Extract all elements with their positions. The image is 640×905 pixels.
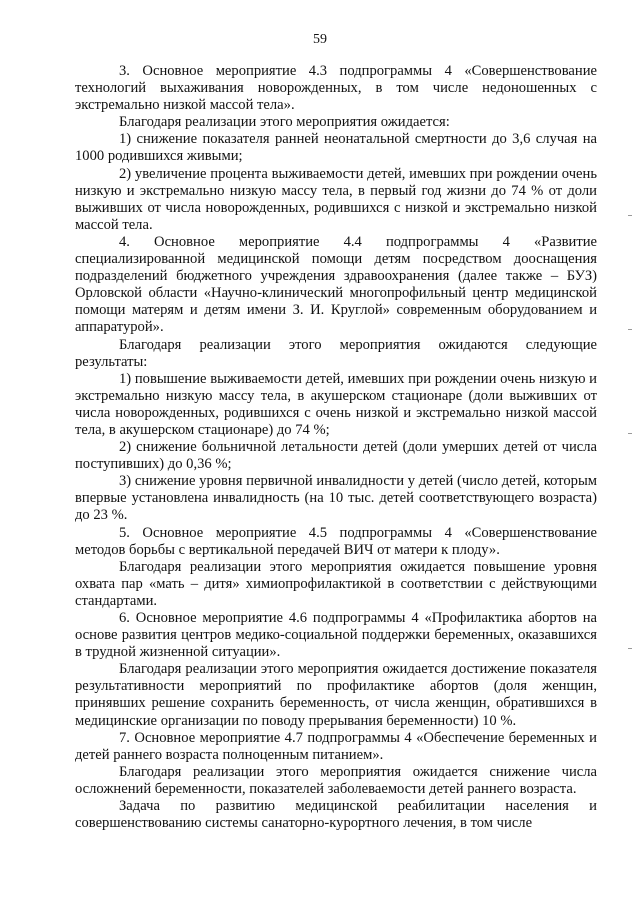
paragraph-nutrition-outcome: Благодаря реализации этого мероприятия ожидается снижение числа осложнений беременности, показателей заболеваемости детей раннего возраста. (75, 763, 597, 797)
page-number: 59 (313, 32, 327, 47)
paragraph-expected-results: Благодаря реализации этого мероприятия ожидаются следующие результаты: (75, 336, 597, 370)
scan-mark (628, 433, 632, 434)
paragraph-hiv-coverage: Благодаря реализации этого мероприятия ожидается повышение уровня охвата пар «мать – дитя» химиопрофилактикой в соответствии с действующими стандартами. (75, 558, 597, 609)
scan-mark (628, 329, 632, 330)
paragraph-rehabilitation-task: Задача по развитию медицинской реабилитации населения и совершенствованию системы санаторно-курортного лечения, в том числе (75, 798, 597, 832)
paragraph-measure-4-4: 4. Основное мероприятие 4.4 подпрограммы 4 «Развитие специализированной медицинской помощи детям посредством дооснащения подразделений бюджетного учреждения здравоохранения (далее также – БУЗ) Орловской области «Научно-клинический многопрофильный центр медицинской помощи матерям и детям имени З. И. Круглой» современным оборудованием и аппаратурой». (75, 233, 597, 336)
paragraph-measure-4-5: 5. Основное мероприятие 4.5 подпрограммы 4 «Совершенствование методов борьбы с вертикальной передачей ВИЧ от матери к плоду». (75, 524, 597, 558)
paragraph-expected-intro: Благодаря реализации этого мероприятия ожидается: (119, 114, 450, 131)
scan-mark (628, 648, 632, 649)
document-body (75, 63, 597, 832)
paragraph-measure-4-6: 6. Основное мероприятие 4.6 подпрограммы 4 «Профилактика абортов на основе развития центров медико-социальной поддержки беременных, оказавшихся в трудной жизненной ситуации». (75, 610, 597, 661)
list-item-neonatal-mortality: 1) снижение показателя ранней неонатальной смертности до 3,6 случая на 1000 родившихся живыми; (75, 131, 597, 165)
list-item-survival-rate: 2) увеличение процента выживаемости детей, имевших при рождении очень низкую и экстремально низкую массу тела, в первый год жизни до 74 % от доли выживших от числа новорожденных, родившихся с низкой и экстремально низкой массой тела. (75, 165, 597, 233)
paragraph-abortion-prevention: Благодаря реализации этого мероприятия ожидается достижение показателя результативности мероприятий по профилактике абортов (доля женщин, принявших решение сохранить беременность, от числа женщин, обратившихся в медицинские организации по поводу прерывания беременности) 10 %. (75, 661, 597, 729)
list-item-hospital-survival: 1) повышение выживаемости детей, имевших при рождении очень низкую и экстремально низкую массу тела, в акушерском стационаре (доли выживших от числа новорожденных, родившихся с очень низкой и экстремально низкой массой тела, в акушерском стационаре) до 74 %; (75, 370, 597, 438)
scan-mark (628, 215, 632, 216)
paragraph-measure-4-3: 3. Основное мероприятие 4.3 подпрограммы 4 «Совершенствование технологий выхаживания новорожденных, в том числе недоношенных с экстремально низкой массой тела». (75, 63, 597, 114)
list-item-disability: 3) снижение уровня первичной инвалидности у детей (число детей, которым впервые установлена инвалидность (на 10 тыс. детей соответствующего возраста) до 23 %. (75, 473, 597, 524)
list-item-hospital-lethality: 2) снижение больничной летальности детей (доли умерших детей от числа поступивших) до 0,36 %; (75, 439, 597, 473)
paragraph-measure-4-7: 7. Основное мероприятие 4.7 подпрограммы 4 «Обеспечение беременных и детей раннего возраста полноценным питанием». (75, 729, 597, 763)
